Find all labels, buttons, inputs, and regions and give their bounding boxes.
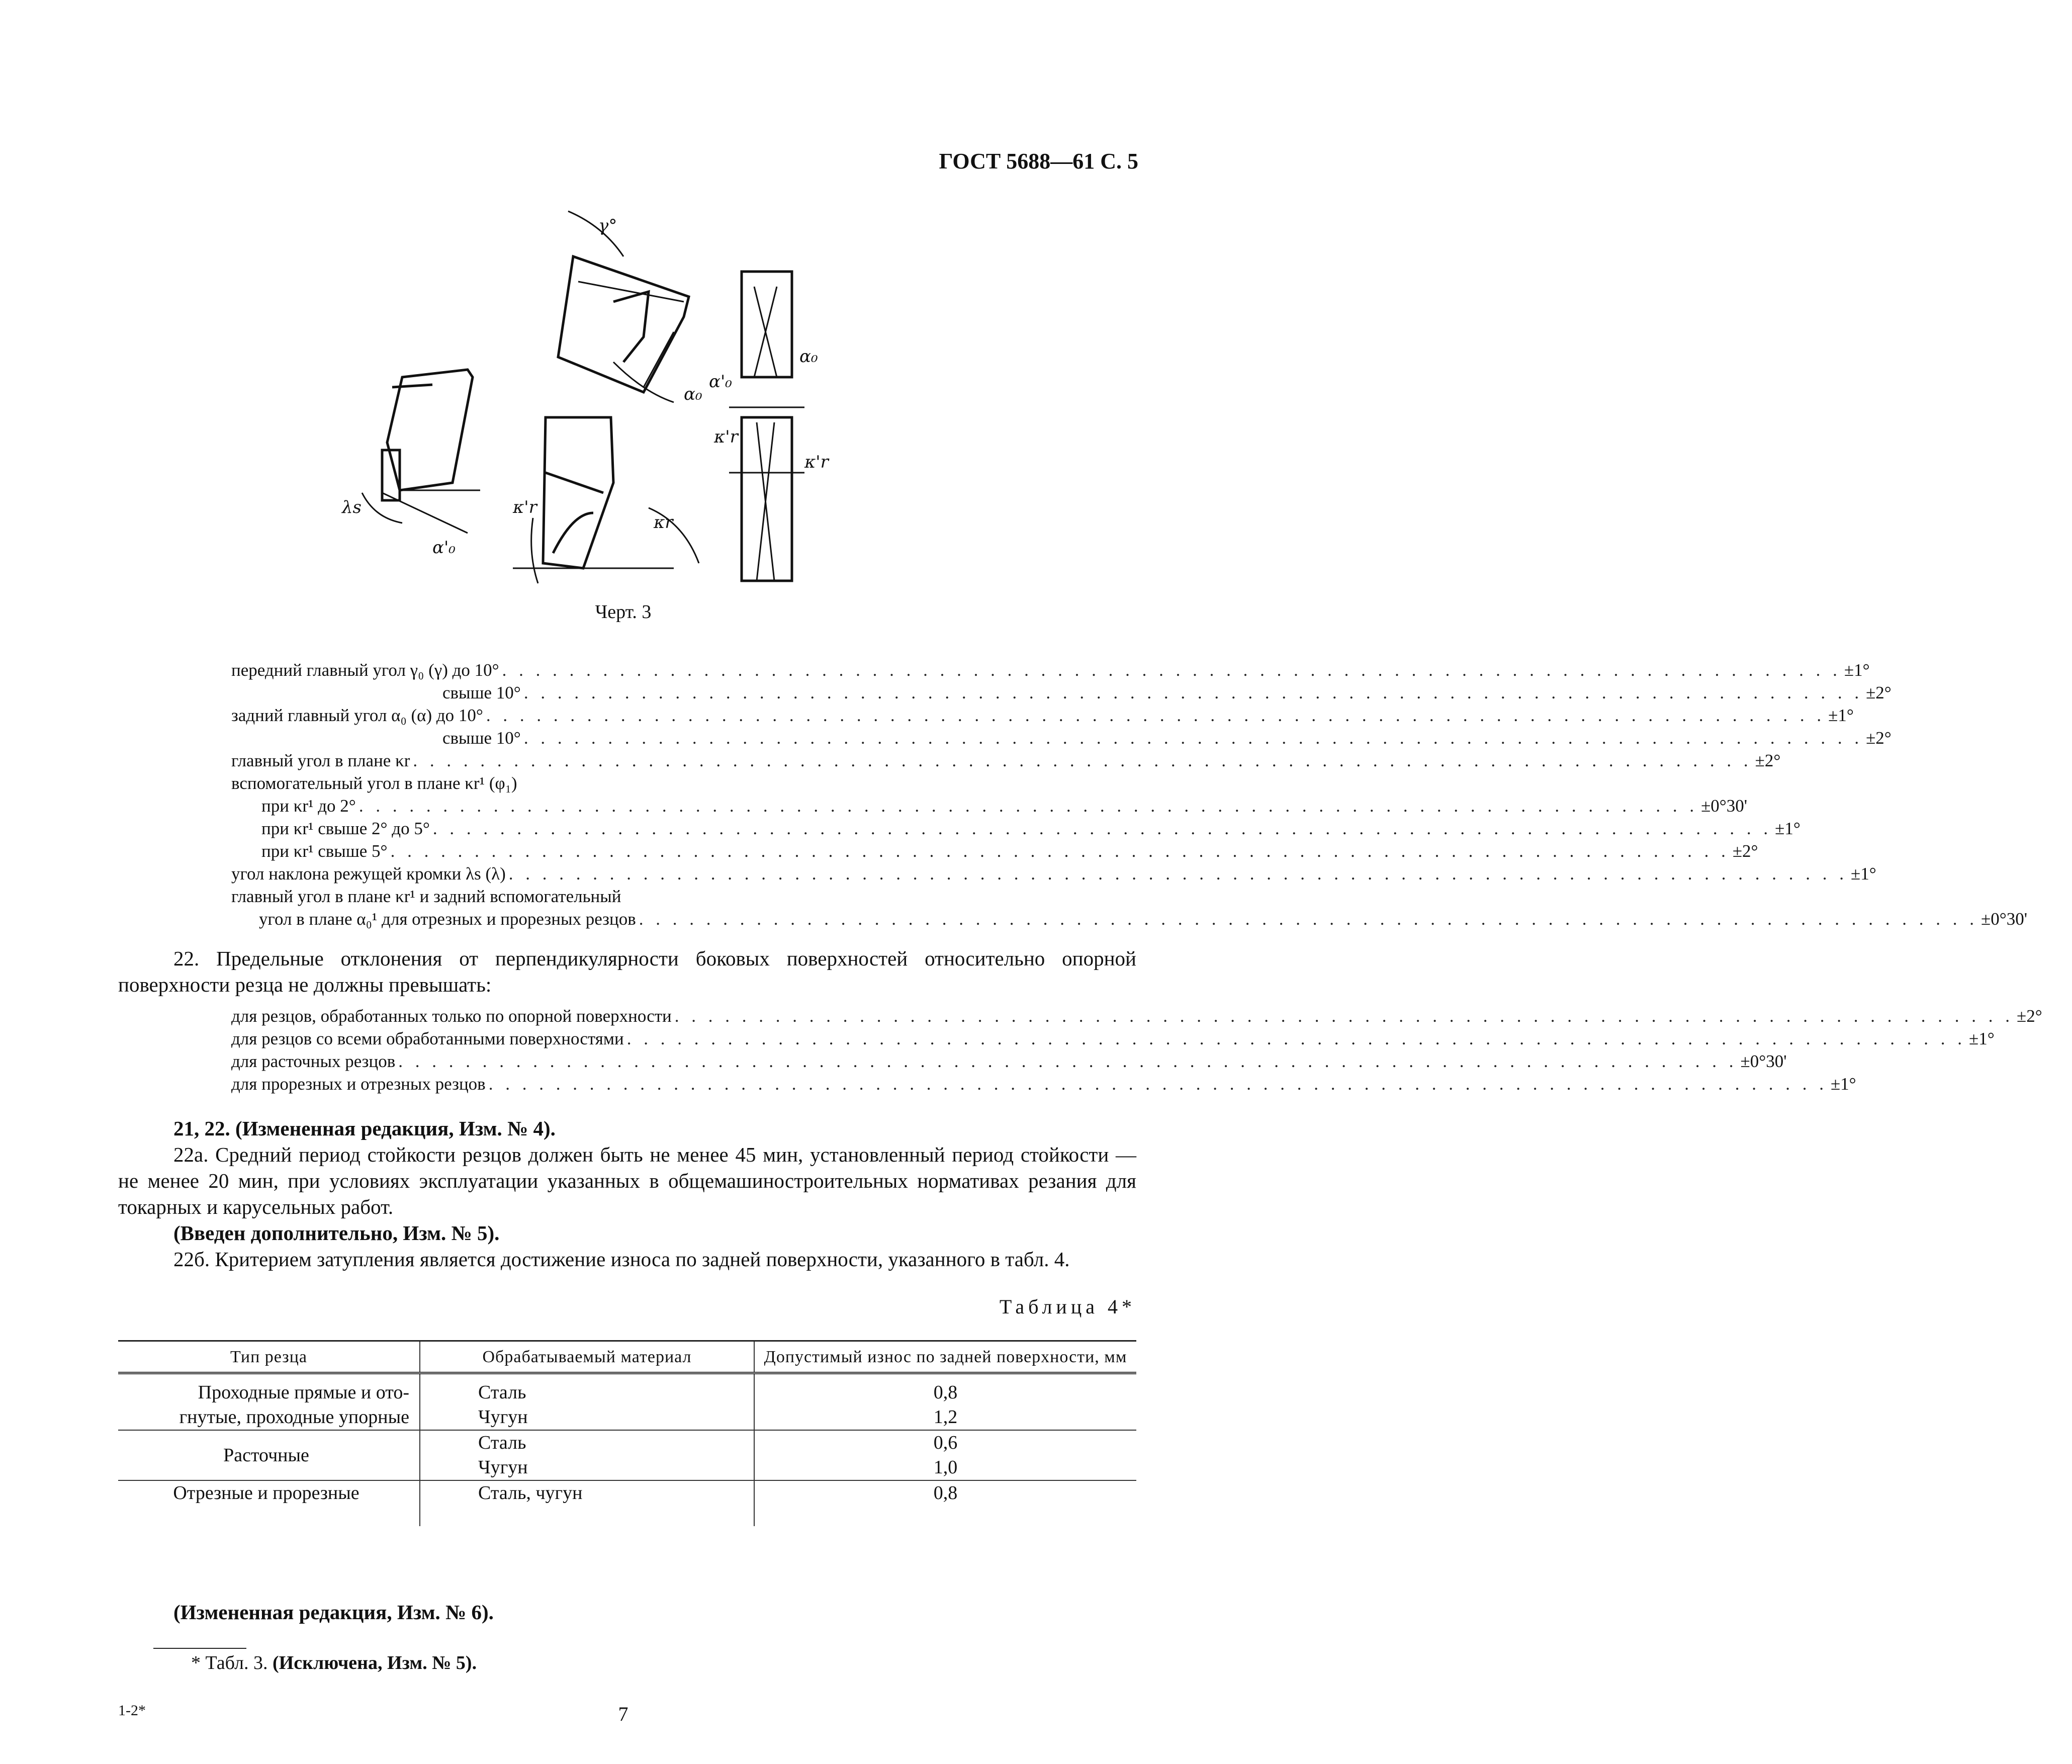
tolerance-value: ±0°30'	[1740, 1051, 1787, 1071]
table-row: Проходные прямые и ото- Сталь 0,8	[118, 1373, 1136, 1405]
document-header: ГОСТ 5688—61 С. 5	[939, 149, 1138, 173]
label-gamma0: γ°	[598, 216, 617, 236]
angle-tolerance-list	[231, 659, 2028, 930]
tolerance-row	[231, 681, 1891, 704]
tolerance-value: ±0°30'	[1701, 796, 1748, 816]
tolerance-label: главный угол в плане κr	[231, 751, 410, 770]
tolerance-label: свыше 10°	[442, 728, 521, 748]
tolerance-value: ±2°	[1866, 683, 1891, 702]
cutter-angles-figure	[302, 211, 955, 593]
tolerance-row	[231, 862, 1876, 885]
label-lambda-s: λs	[342, 497, 362, 517]
tolerance-row	[231, 840, 1758, 862]
tolerance-row	[231, 749, 1781, 772]
perpendicularity-tolerance-list	[231, 1005, 2042, 1095]
tolerance-value: ±1°	[1828, 705, 1854, 725]
tolerance-row	[231, 908, 2028, 930]
tolerance-value: ±1°	[1775, 819, 1800, 838]
tolerance-row	[231, 727, 1891, 749]
leader-dots: . . . . . . . . . . . . . . . . . . . . . . . . . . . . . . . . . . . . . . . . . . . . . . . . . . . . . . . . . . . . . . . . . . . . . . . . . . . . . . . .	[639, 909, 1978, 929]
figure-caption: Черт. 3	[595, 601, 652, 623]
label-kappa-r: κr	[654, 512, 673, 533]
note-22a: (Введен дополнительно, Изм. № 5).	[173, 1221, 500, 1245]
leader-dots: . . . . . . . . . . . . . . . . . . . . . . . . . . . . . . . . . . . . . . . . . . . . . . . . . . . . . . . . . . . . . . . . . . . . . . . . . . . . . . . .	[358, 796, 1698, 816]
tolerance-value: ±2°	[1755, 751, 1781, 770]
tolerance-label: главный угол в плане κr¹ и задний вспомогательный	[231, 887, 621, 906]
col-header-wear: Допустимый износ по задней поверхности, мм	[754, 1341, 1136, 1373]
page-number: 7	[618, 1703, 628, 1725]
tolerance-label: задний главный угол α₀ (α) до 10°	[231, 705, 483, 725]
tolerance-label: для расточных резцов	[231, 1051, 396, 1071]
leader-dots: . . . . . . . . . . . . . . . . . . . . . . . . . . . . . . . . . . . . . . . . . . . . . . . . . . . . . . . . . . . . . . . . . . . . . . . . . . . . . . . .	[488, 1074, 1828, 1094]
tolerance-label: при κr¹ свыше 5°	[261, 841, 388, 861]
tolerance-label: угол в плане α₀¹ для отрезных и прорезных резцов	[259, 909, 636, 929]
label-kappa-r-prime: κ'r	[513, 497, 537, 517]
table-row: Расточные Сталь 0,6	[118, 1430, 1136, 1455]
wear-table	[118, 1340, 1136, 1526]
tolerance-row	[231, 1050, 1787, 1073]
tolerance-row	[231, 817, 1800, 840]
leader-dots: . . . . . . . . . . . . . . . . . . . . . . . . . . . . . . . . . . . . . . . . . . . . . . . . . . . . . . . . . . . . . . . . . . . . . . . . . . . . . . . .	[432, 819, 1772, 838]
leader-dots: . . . . . . . . . . . . . . . . . . . . . . . . . . . . . . . . . . . . . . . . . . . . . . . . . . . . . . . . . . . . . . . . . . . . . . . . . . . . . . . .	[486, 705, 1826, 725]
tolerance-value: ±1°	[1844, 660, 1870, 680]
paragraph-22a: 22а. Средний период стойкости резцов должен быть не менее 45 мин, установленный период стойкости — не менее 20 мин, при условиях эксплуатации указанных в общемашиностроительных нормативах резания для токарных и карусельных работ.	[118, 1143, 1136, 1218]
tolerance-row	[231, 1027, 1995, 1050]
tolerance-value: ±2°	[1866, 728, 1891, 748]
tolerance-row	[231, 659, 1870, 681]
label-alpha0-prime: α'₀	[432, 538, 456, 558]
tolerance-value: ±1°	[1968, 1029, 1995, 1048]
leader-dots: . . . . . . . . . . . . . . . . . . . . . . . . . . . . . . . . . . . . . . . . . . . . . . . . . . . . . . . . . . . . . . . . . . . . . . . . . . . . . . . .	[523, 728, 1863, 748]
tolerance-row	[231, 1005, 2042, 1027]
table-caption: Таблица 4*	[999, 1295, 1136, 1318]
tolerance-label: для резцов, обработанных только по опорной поверхности	[231, 1006, 672, 1026]
label-alpha0-prime-right: α'₀	[709, 372, 732, 392]
tolerance-value: ±0°30'	[1981, 909, 2028, 929]
paragraph-22: 22. Предельные отклонения от перпендикулярности боковых поверхностей относительно опорной поверхности резца не должны превышать:	[118, 947, 1136, 996]
note-table4: (Измененная редакция, Изм. № 6).	[173, 1601, 494, 1624]
tolerance-row	[231, 1073, 1856, 1095]
tolerance-row	[231, 885, 996, 908]
right-tool-bottom	[742, 417, 792, 581]
leader-dots: . . . . . . . . . . . . . . . . . . . . . . . . . . . . . . . . . . . . . . . . . . . . . . . . . . . . . . . . . . . . . . . . . . . . . . . . . . . . . . . .	[674, 1006, 2014, 1026]
note-21-22: 21, 22. (Измененная редакция, Изм. № 4).	[173, 1117, 556, 1140]
tolerance-row	[231, 772, 996, 795]
label-kappa-r-prime-right2: κ'r	[804, 452, 829, 472]
leader-dots: . . . . . . . . . . . . . . . . . . . . . . . . . . . . . . . . . . . . . . . . . . . . . . . . . . . . . . . . . . . . . . . . . . . . . . . . . . . . . . . .	[502, 660, 1841, 680]
tolerance-value: ±1°	[1851, 864, 1876, 884]
tolerance-label: для прорезных и отрезных резцов	[231, 1074, 486, 1094]
leader-dots: . . . . . . . . . . . . . . . . . . . . . . . . . . . . . . . . . . . . . . . . . . . . . . . . . . . . . . . . . . . . . . . . . . . . . . . . . . . . . . . .	[626, 1029, 1966, 1048]
tolerance-label: свыше 10°	[442, 683, 521, 702]
tolerance-value: ±2°	[1732, 841, 1758, 861]
tolerance-value: ±2°	[2017, 1006, 2042, 1026]
tolerance-label: угол наклона режущей кромки λs (λ)	[231, 864, 506, 884]
tolerance-value: ±1°	[1830, 1074, 1856, 1094]
table-row: Чугун 1,0	[118, 1455, 1136, 1480]
tolerance-label: вспомогательный угол в плане κr¹ (φ₁)	[231, 773, 517, 793]
tolerance-label: для резцов со всеми обработанными поверхностями	[231, 1029, 624, 1048]
footer-left-mark: 1-2*	[118, 1702, 146, 1719]
tolerance-row	[231, 704, 1854, 727]
table-row: гнутые, проходные упорные Чугун 1,2	[118, 1405, 1136, 1430]
label-kappa-r-prime-right: κ'r	[714, 427, 738, 447]
footnote: * Табл. 3. (Исключена, Изм. № 5).	[191, 1652, 477, 1673]
tolerance-label: передний главный угол γ₀ (γ) до 10°	[231, 660, 499, 680]
table-row: Отрезные и прорезные Сталь, чугун 0,8	[118, 1480, 1136, 1526]
tolerance-label: при κr¹ свыше 2° до 5°	[261, 819, 430, 838]
leader-dots: . . . . . . . . . . . . . . . . . . . . . . . . . . . . . . . . . . . . . . . . . . . . . . . . . . . . . . . . . . . . . . . . . . . . . . . . . . . . . . . .	[390, 841, 1730, 861]
tolerance-label: при κr¹ до 2°	[261, 796, 356, 816]
leader-dots: . . . . . . . . . . . . . . . . . . . . . . . . . . . . . . . . . . . . . . . . . . . . . . . . . . . . . . . . . . . . . . . . . . . . . . . . . . . . . . . .	[413, 751, 1752, 770]
col-header-type: Тип резца	[118, 1341, 420, 1373]
notes-block	[118, 1115, 1136, 1272]
leader-dots: . . . . . . . . . . . . . . . . . . . . . . . . . . . . . . . . . . . . . . . . . . . . . . . . . . . . . . . . . . . . . . . . . . . . . . . . . . . . . . . .	[523, 683, 1863, 702]
label-alpha0-right: α₀	[799, 346, 818, 367]
footnote-separator	[153, 1648, 246, 1649]
leader-dots: . . . . . . . . . . . . . . . . . . . . . . . . . . . . . . . . . . . . . . . . . . . . . . . . . . . . . . . . . . . . . . . . . . . . . . . . . . . . . . . .	[508, 864, 1848, 884]
paragraph-22b: 22б. Критерием затупления является достижение износа по задней поверхности, указанного в табл. 4.	[173, 1248, 1070, 1271]
leader-dots: . . . . . . . . . . . . . . . . . . . . . . . . . . . . . . . . . . . . . . . . . . . . . . . . . . . . . . . . . . . . . . . . . . . . . . . . . . . . . . . .	[398, 1051, 1738, 1071]
tolerance-row	[231, 795, 1748, 817]
label-alpha0: α₀	[684, 384, 702, 404]
col-header-material: Обрабатываемый материал	[420, 1341, 754, 1373]
